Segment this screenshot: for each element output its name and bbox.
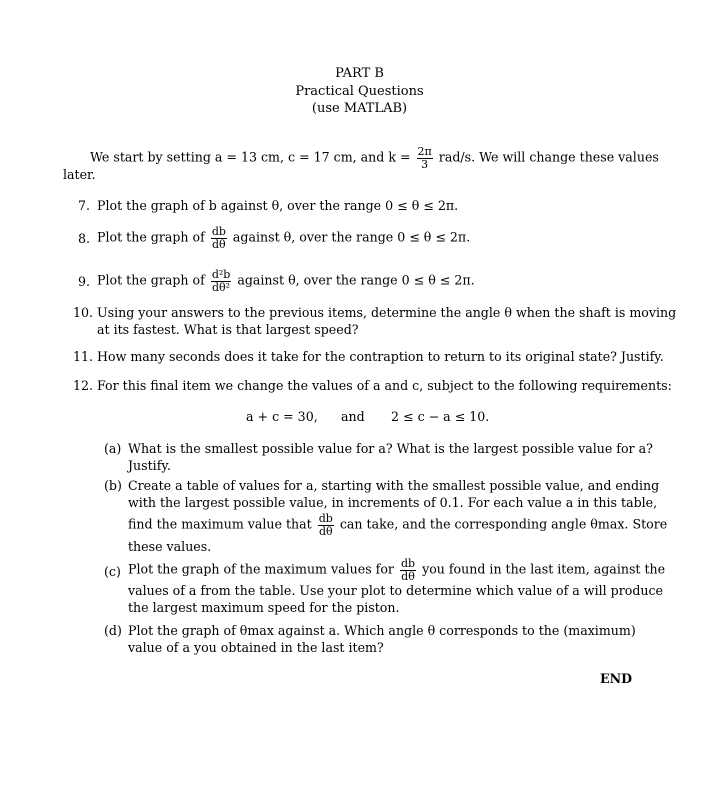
subitem-b-text-post: can take, and the corresponding angle θmax. Store [339, 516, 668, 532]
equation-left: a + c = 30, [246, 409, 318, 424]
intro-line-1 [90, 146, 659, 170]
subitem-b-label: (b) [104, 478, 122, 493]
item-9-number: 9. [78, 274, 91, 289]
equation-right: 2 ≤ c − a ≤ 10. [391, 409, 490, 424]
item-11-number: 11. [73, 349, 94, 364]
item-11-text: How many seconds does it take for the contraption to return to its original state? Justify. [97, 349, 664, 364]
subitem-d-label: (d) [104, 623, 122, 638]
intro-text-post: rad/s. We will change these values [438, 149, 659, 165]
equation-and: and [341, 409, 365, 424]
item-7-number: 7. [78, 198, 91, 213]
subitem-a-label: (a) [104, 441, 122, 456]
part-heading: PART B [335, 66, 384, 81]
subitem-d-line-2: value of a you obtained in the last item? [128, 640, 384, 655]
subitem-d-line-1: Plot the graph of θmax against a. Which angle θ corresponds to the (maximum) [128, 623, 636, 638]
fraction-numerator: db [400, 557, 416, 570]
item-8-number: 8. [78, 231, 91, 246]
intro-text-pre: We start by setting a = 13 cm, c = 17 cm, and k = [90, 149, 411, 165]
subitem-c-line-2: values of a from the table. Use your plot to determine which value of a will produce [128, 583, 663, 598]
subitem-c-text-post: you found in the last item, against the [422, 561, 666, 577]
section-subtitle: Practical Questions [295, 84, 424, 99]
k-numerator: 2π [417, 145, 432, 158]
subitem-c-line-3: the largest maximum speed for the piston. [128, 600, 400, 615]
subitem-a-line-2: Justify. [128, 458, 171, 473]
fraction-numerator: d²b [211, 268, 231, 281]
item-12-text: For this final item we change the values of a and c, subject to the following requirements: [97, 378, 672, 393]
intro-line-2: later. [63, 167, 96, 182]
item-12-number: 12. [73, 378, 94, 393]
end-marker: END [600, 671, 633, 686]
subitem-b-line-2: with the largest possible value, in increments of 0.1. For each value a in this table, [128, 495, 658, 510]
fraction-denominator: dθ [401, 569, 415, 583]
subitem-b-line-1: Create a table of values for a, starting with the smallest possible value, and ending [128, 478, 660, 493]
item-8-text-post: against θ, over the range 0 ≤ θ ≤ 2π. [232, 229, 471, 245]
section-note: (use MATLAB) [311, 101, 408, 116]
db-dtheta-fraction [211, 226, 227, 250]
subitem-c-label: (c) [104, 564, 121, 579]
subitem-b-text-pre: find the maximum value that [128, 516, 312, 532]
k-denominator: 3 [417, 158, 433, 171]
subitem-b-line-3 [128, 513, 667, 537]
k-fraction [417, 146, 433, 170]
fraction-denominator: dθ² [212, 280, 231, 294]
item-8-text-pre: Plot the graph of [97, 229, 205, 245]
item-9-line [97, 269, 475, 293]
d2b-dtheta2-fraction [211, 269, 232, 293]
fraction-numerator: db [318, 512, 333, 525]
subitem-c-line-1 [128, 558, 665, 582]
item-9-text-post: against θ, over the range 0 ≤ θ ≤ 2π. [237, 272, 475, 288]
item-9-text-pre: Plot the graph of [97, 272, 205, 288]
item-7-text: Plot the graph of b against θ, over the range 0 ≤ θ ≤ 2π. [97, 198, 459, 213]
fraction-denominator: dθ [212, 237, 226, 251]
subitem-b-line-4: these values. [128, 539, 212, 554]
subitem-a-line-1: What is the smallest possible value for a? What is the largest possible value for a? [128, 441, 653, 456]
item-10-number: 10. [73, 305, 94, 320]
item-8-line [97, 226, 470, 250]
item-10-line-2: at its fastest. What is that largest speed? [97, 322, 359, 337]
subitem-c-text-pre: Plot the graph of the maximum values for [128, 561, 394, 577]
item-10-line-1: Using your answers to the previous items, determine the angle θ when the shaft is moving [97, 305, 677, 320]
fraction-denominator: dθ [318, 524, 333, 538]
db-dtheta-fraction [400, 558, 416, 582]
fraction-numerator: db [211, 225, 226, 238]
db-dtheta-fraction [318, 513, 334, 537]
